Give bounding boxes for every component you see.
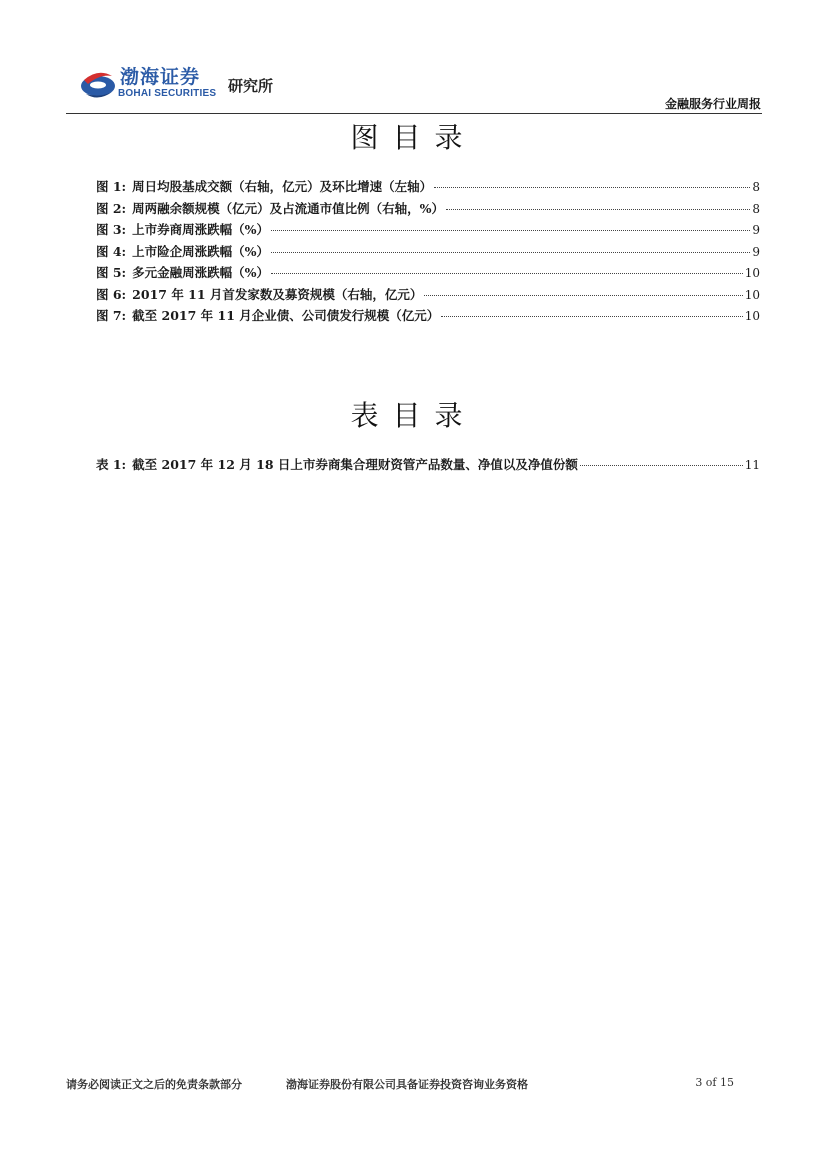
institute-label: 研究所 <box>228 77 274 95</box>
toc-leader-dots <box>271 230 750 231</box>
toc-entry-label: 图 1: <box>96 179 127 194</box>
toc-entry-title[interactable]: 截至 2017 年 11 月企业债、公司债发行规模（亿元） <box>132 308 440 323</box>
toc-entry-title[interactable]: 2017 年 11 月首发家数及募资规模（右轴，亿元） <box>132 286 423 302</box>
toc-entry[interactable] <box>96 199 760 221</box>
toc-entry[interactable] <box>96 263 760 285</box>
logo-english-name: BOHAI SECURITIES <box>118 88 217 99</box>
toc-entry-label: 图 6: <box>96 286 127 302</box>
toc-entry-page[interactable]: 8 <box>752 201 760 216</box>
toc-entry-page[interactable]: 10 <box>744 287 760 302</box>
toc-entry-page[interactable]: 8 <box>752 180 760 194</box>
page-header <box>0 0 827 120</box>
toc-entry[interactable] <box>96 306 760 328</box>
figures-heading: 图目录 <box>350 121 477 154</box>
logo-chinese-name: 渤海证券 <box>120 66 201 88</box>
toc-entry-title[interactable]: 多元金融周涨跌幅（%） <box>132 265 270 280</box>
toc-entry-label: 图 4: <box>96 243 127 259</box>
tables-toc <box>96 455 760 477</box>
footer-qualification: 渤海证券股份有限公司具备证券投资咨询业务资格 <box>286 1078 528 1091</box>
bohai-logo <box>78 62 228 108</box>
toc-entry-title[interactable]: 周日均股基成交额（右轴，亿元）及环比增速（左轴） <box>132 179 433 194</box>
page-number: 3 of 15 <box>695 1076 734 1089</box>
toc-leader-dots <box>434 187 750 188</box>
toc-entry-title[interactable]: 截至 2017 年 12 月 18 日上市券商集合理财资管产品数量、净值以及净值份额 <box>132 457 578 472</box>
toc-entry-label: 图 5: <box>96 265 127 280</box>
toc-entry[interactable] <box>96 220 760 242</box>
footer-disclaimer: 请务必阅读正文之后的免责条款部分 <box>66 1078 242 1091</box>
figures-toc <box>96 177 760 328</box>
toc-entry[interactable] <box>96 242 760 264</box>
toc-entry[interactable] <box>96 455 760 477</box>
toc-entry-page[interactable]: 10 <box>744 309 760 323</box>
toc-entry-label: 图 7: <box>96 308 127 323</box>
bohai-logo-icon <box>78 62 118 108</box>
toc-leader-dots <box>580 465 743 466</box>
toc-entry-label: 表 1: <box>96 457 127 472</box>
toc-leader-dots <box>271 252 750 253</box>
header-divider <box>66 113 762 114</box>
toc-leader-dots <box>271 273 743 274</box>
toc-entry-title[interactable]: 上市券商周涨跌幅（%） <box>132 222 270 237</box>
toc-leader-dots <box>446 209 750 210</box>
toc-entry-title[interactable]: 周两融余额规模（亿元）及占流通市值比例（右轴，%） <box>132 200 445 216</box>
toc-entry-page[interactable]: 11 <box>744 458 760 472</box>
report-type: 金融服务行业周报 <box>664 97 761 111</box>
toc-entry-page[interactable]: 9 <box>752 223 760 237</box>
toc-entry-label: 图 2: <box>96 200 127 216</box>
toc-entry-label: 图 3: <box>96 222 127 237</box>
toc-entry-title[interactable]: 上市险企周涨跌幅（%） <box>132 243 270 259</box>
toc-leader-dots <box>441 316 742 317</box>
toc-entry-page[interactable]: 9 <box>752 244 760 259</box>
toc-entry-page[interactable]: 10 <box>744 266 760 280</box>
toc-entry[interactable] <box>96 285 760 307</box>
toc-entry[interactable] <box>96 177 760 199</box>
tables-heading: 表目录 <box>350 399 477 432</box>
toc-leader-dots <box>424 295 742 296</box>
